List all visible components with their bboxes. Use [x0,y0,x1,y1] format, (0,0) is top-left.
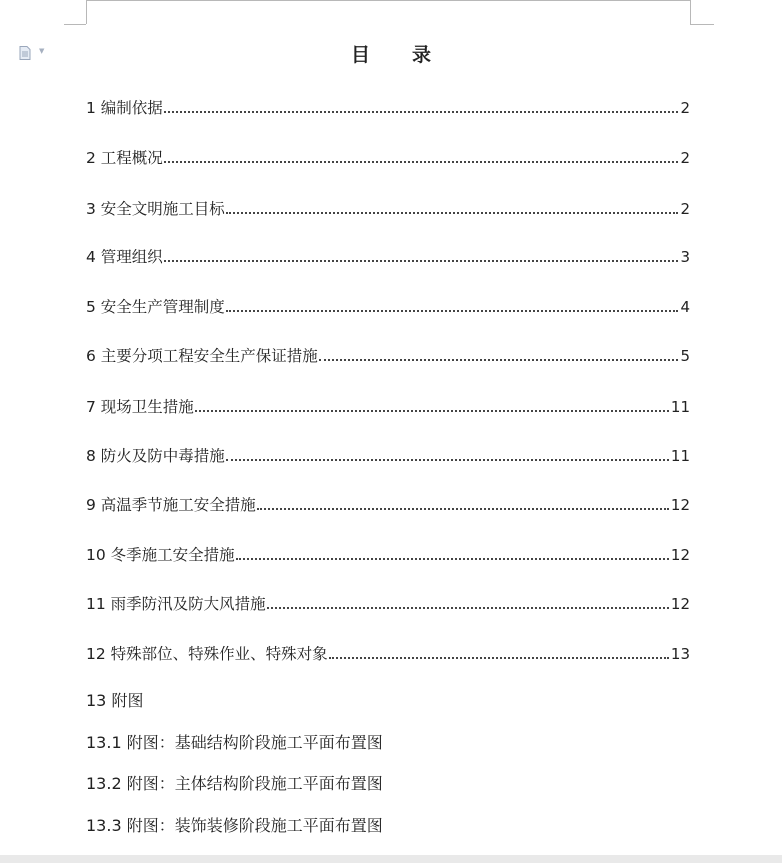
appendix-item: 13.1 附图：基础结构阶段施工平面布置图 [86,733,383,752]
margin-mark-left-vertical [86,0,87,24]
appendix-item: 13.2 附图：主体结构阶段施工平面布置图 [86,774,383,793]
toc-entry[interactable]: 2 工程概况 2 [86,148,690,167]
toc-entry[interactable]: 10 冬季施工安全措施 12 [86,545,690,564]
appendix-heading: 13 附图 [86,691,144,710]
chevron-down-icon[interactable]: ▼ [39,47,45,55]
toc-entry[interactable]: 3 安全文明施工目标 2 [86,199,690,218]
margin-mark-right-horizontal [690,24,714,25]
margin-mark-left-horizontal [64,24,86,25]
page-top-edge [86,0,690,1]
toc-entry[interactable]: 12 特殊部位、特殊作业、特殊对象 13 [86,644,690,663]
toc-entry[interactable]: 1 编制依据 2 [86,98,690,117]
appendix-item: 13.3 附图：装饰装修阶段施工平面布置图 [86,816,383,835]
toc-entry[interactable]: 6 主要分项工程安全生产保证措施 5 [86,346,690,365]
toc-entry[interactable]: 8 防火及防中毒措施 11 [86,446,690,465]
toc-entry[interactable]: 7 现场卫生措施 11 [86,397,690,416]
page-bottom-gutter [0,855,782,863]
toc-entry[interactable]: 5 安全生产管理制度 4 [86,297,690,316]
toc-entry[interactable]: 4 管理组织 3 [86,247,690,266]
toc-entry[interactable]: 11 雨季防汛及防大风措施 12 [86,594,690,613]
margin-mark-right-vertical [690,0,691,24]
toc-entry[interactable]: 9 高温季节施工安全措施 12 [86,495,690,514]
toc-title: 目录 [350,44,473,66]
